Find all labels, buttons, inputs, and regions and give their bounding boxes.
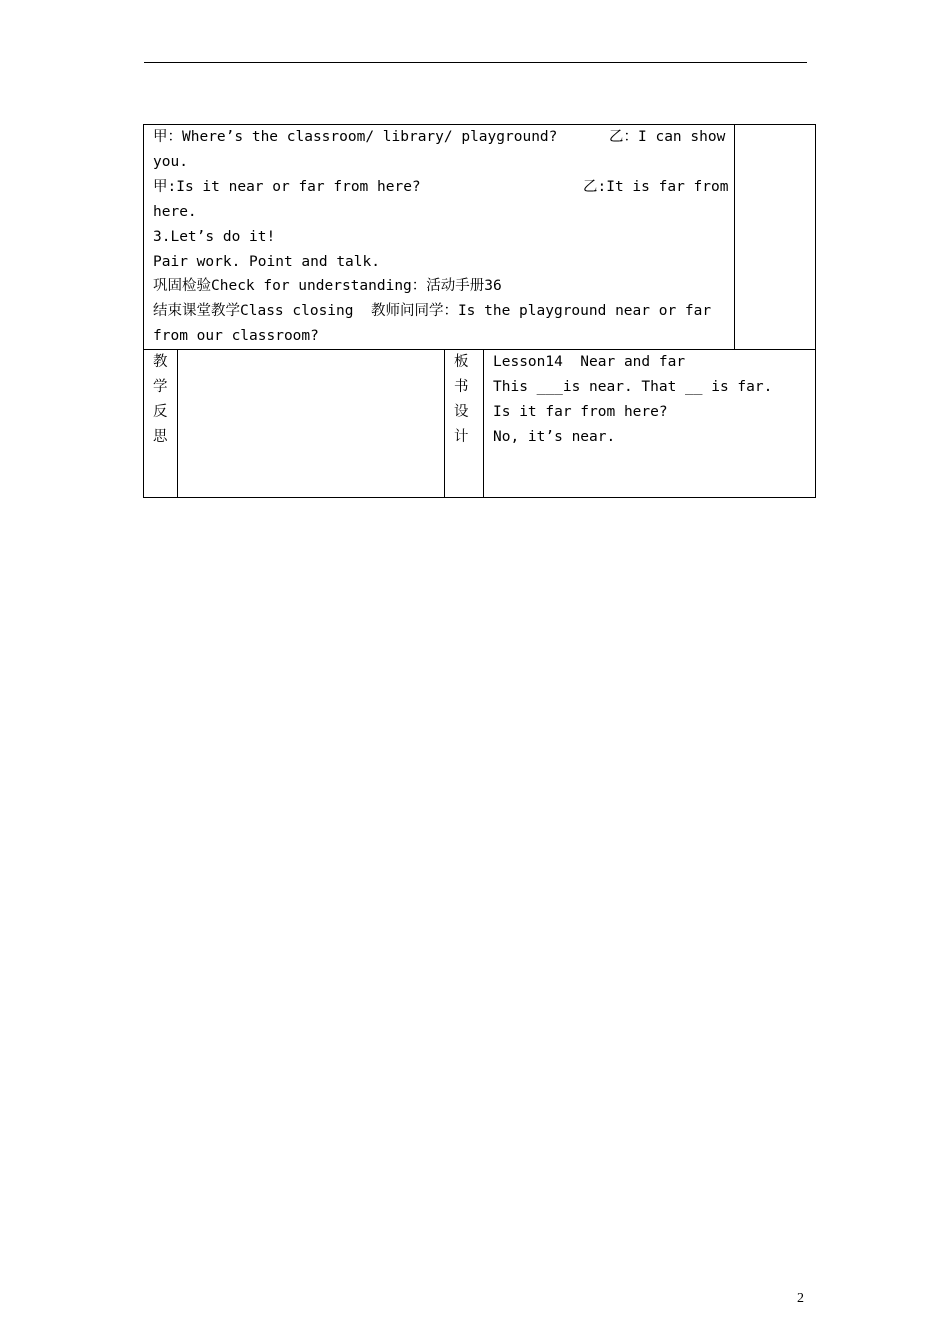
board-label-char: 书 — [454, 379, 469, 395]
board-line-3: Is it far from here? — [493, 404, 668, 420]
upper-line-4: here. — [153, 204, 197, 220]
reflection-label — [153, 350, 173, 450]
board-label-char: 板 — [454, 354, 469, 370]
upper-line-1: 甲：Where’s the classroom/ library/ playground? — [153, 129, 558, 145]
upper-line-5: 3.Let’s do it! — [153, 229, 276, 245]
upper-line-1-right: 乙：I can show — [609, 129, 726, 145]
upper-line-9: from our classroom? — [153, 328, 319, 344]
header-rule — [144, 62, 807, 63]
upper-line-2: you. — [153, 154, 188, 170]
board-label-char: 设 — [454, 404, 469, 420]
reflection-label-char: 反 — [153, 404, 168, 420]
board-label-left-divider — [444, 349, 445, 498]
reflection-label-char: 教 — [153, 354, 168, 370]
reflection-label-divider — [177, 349, 178, 498]
row-divider — [143, 349, 816, 350]
page-number: 2 — [797, 1291, 804, 1306]
board-label-char: 计 — [454, 429, 469, 445]
upper-line-3: 甲:Is it near or far from here? — [153, 179, 421, 195]
upper-right-column-divider — [734, 124, 735, 349]
upper-line-6: Pair work. Point and talk. — [153, 254, 380, 270]
upper-line-7: 巩固检验Check for understanding：活动手册36 — [153, 278, 502, 294]
board-line-4: No, it’s near. — [493, 429, 616, 445]
board-label — [454, 350, 474, 450]
board-line-2: This ___is near. That __ is far. — [493, 379, 773, 395]
reflection-label-char: 思 — [153, 429, 168, 445]
board-line-1: Lesson14 Near and far — [493, 354, 686, 370]
board-label-right-divider — [483, 349, 484, 498]
upper-line-3-right: 乙:It is far from — [583, 179, 729, 195]
upper-line-8: 结束课堂教学Class closing 教师问同学：Is the playground near or far — [153, 303, 712, 319]
reflection-label-char: 学 — [153, 379, 168, 395]
